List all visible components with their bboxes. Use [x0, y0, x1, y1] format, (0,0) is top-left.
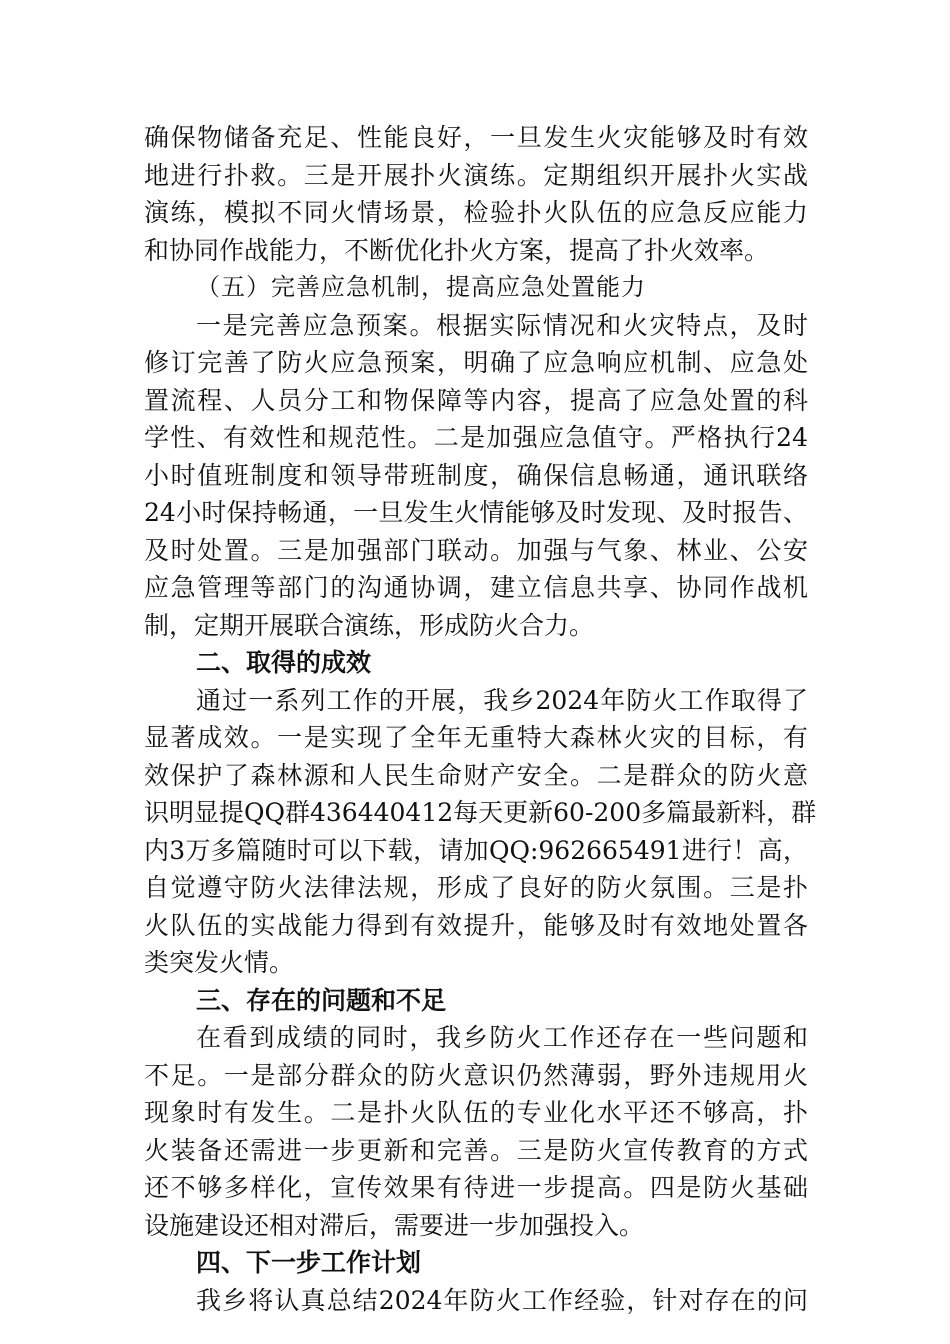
paragraph-line: 我乡将认真总结2024年防火工作经验，针对存在的问: [196, 1285, 808, 1315]
paragraph-line: 显著成效。一是实现了全年无重特大森林火灾的目标，有: [144, 723, 808, 752]
paragraph-line: 制，定期开展联合演练，形成防火合力。: [144, 610, 595, 640]
paragraph-line: 识明显提QQ群436440412每天更新60-200多篇最新料，群: [144, 798, 817, 827]
paragraph-line: 确保物储备充足、性能良好，一旦发生火灾能够及时有效: [144, 123, 808, 152]
paragraph-line: 学性、有效性和规范性。二是加强应急值守。严格执行24: [144, 423, 808, 452]
paragraph-line: 一是完善应急预案。根据实际情况和火灾特点，及时: [196, 310, 808, 340]
paragraph-line: 应急管理等部门的沟通协调，建立信息共享、协同作战机: [144, 573, 808, 602]
paragraph-line: 置流程、人员分工和物保障等内容，提高了应急处置的科: [144, 385, 808, 415]
section-heading: 二、取得的成效: [196, 648, 372, 677]
paragraph-line: 火装备还需进一步更新和完善。三是防火宣传教育的方式: [144, 1135, 808, 1165]
paragraph-line: 修订完善了防火应急预案，明确了应急响应机制、应急处: [144, 348, 808, 377]
section-heading: 四、下一步工作计划: [196, 1248, 422, 1277]
paragraph-line: 内3万多篇随时可以下载，请加QQ:962665491进行！高，: [144, 835, 808, 865]
paragraph-line: 地进行扑救。三是开展扑火演练。定期组织开展扑火实战: [144, 160, 808, 190]
paragraph-line: 及时处置。三是加强部门联动。加强与气象、林业、公安: [144, 535, 808, 565]
paragraph-line: 24小时保持畅通，一旦发生火情能够及时发现、及时报告、: [144, 498, 808, 527]
paragraph-line: 效保护了森林源和人民生命财产安全。二是群众的防火意: [144, 760, 808, 790]
paragraph-line: 自觉遵守防火法律法规，形成了良好的防火氛围。三是扑: [144, 873, 808, 902]
section-subheading: （五）完善应急机制，提高应急处置能力: [196, 273, 646, 301]
paragraph-line: 小时值班制度和领导带班制度，确保信息畅通，通讯联络: [144, 460, 808, 490]
paragraph-line: 通过一系列工作的开展，我乡2024年防火工作取得了: [196, 685, 808, 715]
paragraph-line: 在看到成绩的同时，我乡防火工作还存在一些问题和: [196, 1023, 808, 1052]
paragraph-line: 还不够多样化，宣传效果有待进一步提高。四是防火基础: [144, 1173, 808, 1202]
document-body: [144, 119, 817, 1319]
paragraph-line: 火队伍的实战能力得到有效提升，能够及时有效地处置各: [144, 910, 808, 940]
paragraph-line: 不足。一是部分群众的防火意识仍然薄弱，野外违规用火: [144, 1060, 808, 1090]
paragraph-line: 设施建设还相对滞后，需要进一步加强投入。: [144, 1210, 645, 1240]
paragraph-line: 演练，模拟不同火情场景，检验扑火队伍的应急反应能力: [144, 198, 808, 227]
paragraph-line: 类突发火情。: [144, 948, 295, 977]
paragraph-line: 现象时有发生。二是扑火队伍的专业化水平还不够高，扑: [144, 1098, 808, 1127]
paragraph-line: 和协同作战能力，不断优化扑火方案，提高了扑火效率。: [144, 235, 770, 265]
section-heading: 三、存在的问题和不足: [196, 985, 447, 1015]
